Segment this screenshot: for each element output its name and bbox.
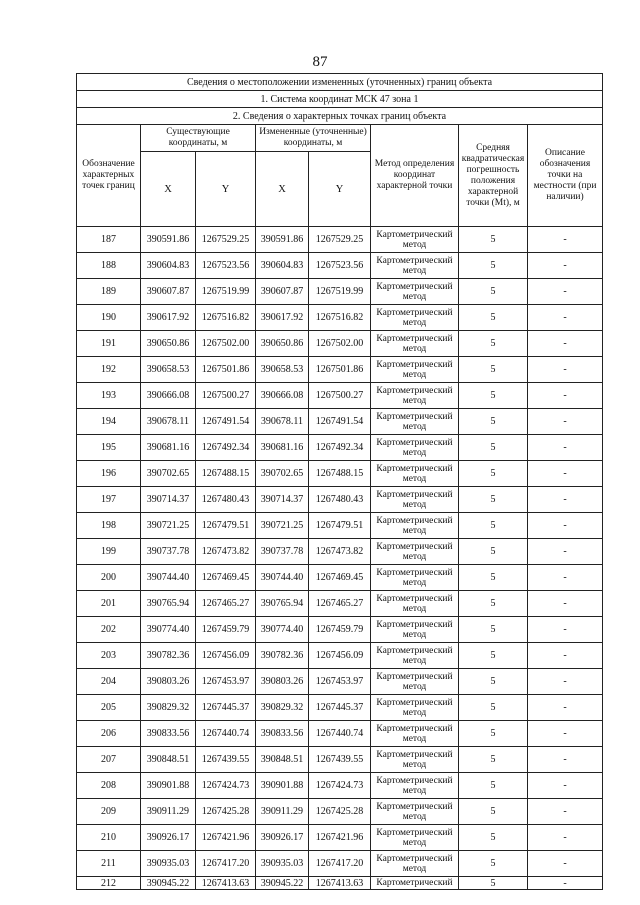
description-cell: - [528, 851, 603, 877]
y-existing-cell: 1267523.56 [196, 253, 256, 279]
x-existing-cell: 390591.86 [141, 227, 196, 253]
y-changed-cell: 1267492.34 [309, 435, 371, 461]
accuracy-cell: 5 [459, 669, 528, 695]
y-changed-cell: 1267445.37 [309, 695, 371, 721]
x-existing-cell: 390617.92 [141, 305, 196, 331]
method-cell: Картометрический метод [371, 773, 459, 799]
description-cell: - [528, 227, 603, 253]
y-existing-cell: 1267465.27 [196, 591, 256, 617]
method-cell: Картометрический метод [371, 513, 459, 539]
accuracy-cell: 5 [459, 357, 528, 383]
x-existing-cell: 390650.86 [141, 331, 196, 357]
point-id-cell: 196 [77, 461, 141, 487]
description-cell: - [528, 773, 603, 799]
method-cell: Картометрический метод [371, 643, 459, 669]
y-existing-cell: 1267425.28 [196, 799, 256, 825]
accuracy-cell: 5 [459, 617, 528, 643]
point-id-cell: 190 [77, 305, 141, 331]
x-existing-cell: 390829.32 [141, 695, 196, 721]
y-changed-cell: 1267453.97 [309, 669, 371, 695]
point-id-cell: 202 [77, 617, 141, 643]
y-changed-cell: 1267469.45 [309, 565, 371, 591]
x-changed-cell: 390650.86 [256, 331, 309, 357]
description-cell: - [528, 383, 603, 409]
x-changed-cell: 390911.29 [256, 799, 309, 825]
point-id-cell: 189 [77, 279, 141, 305]
point-id-cell: 208 [77, 773, 141, 799]
accuracy-cell: 5 [459, 643, 528, 669]
table-row [77, 331, 603, 357]
y-changed-cell: 1267413.63 [309, 877, 371, 890]
description-cell: - [528, 461, 603, 487]
table-row [77, 409, 603, 435]
y-existing-cell: 1267502.00 [196, 331, 256, 357]
y-changed-cell: 1267479.51 [309, 513, 371, 539]
table-body [77, 74, 603, 890]
point-id-cell: 199 [77, 539, 141, 565]
x-existing-cell: 390702.65 [141, 461, 196, 487]
y-existing-cell: 1267413.63 [196, 877, 256, 890]
point-id-cell: 201 [77, 591, 141, 617]
x-changed-cell: 390737.78 [256, 539, 309, 565]
accuracy-cell: 5 [459, 747, 528, 773]
description-cell: - [528, 591, 603, 617]
table-row [77, 851, 603, 877]
table-row [77, 617, 603, 643]
accuracy-cell: 5 [459, 253, 528, 279]
x-existing-cell: 390782.36 [141, 643, 196, 669]
x-changed-cell: 390803.26 [256, 669, 309, 695]
y-changed-cell: 1267519.99 [309, 279, 371, 305]
point-id-cell: 198 [77, 513, 141, 539]
y-existing-cell: 1267491.54 [196, 409, 256, 435]
y-changed-cell: 1267529.25 [309, 227, 371, 253]
x-changed-cell: 390666.08 [256, 383, 309, 409]
accuracy-cell: 5 [459, 877, 528, 890]
accuracy-cell: 5 [459, 851, 528, 877]
point-id-cell: 191 [77, 331, 141, 357]
x-existing-cell: 390604.83 [141, 253, 196, 279]
table-row [77, 383, 603, 409]
point-id-cell: 211 [77, 851, 141, 877]
x-changed-cell: 390774.40 [256, 617, 309, 643]
method-cell: Картометрический метод [371, 305, 459, 331]
point-id-cell: 194 [77, 409, 141, 435]
y-changed-cell: 1267456.09 [309, 643, 371, 669]
x-changed-cell: 390607.87 [256, 279, 309, 305]
accuracy-cell: 5 [459, 825, 528, 851]
description-cell: - [528, 305, 603, 331]
method-cell: Картометрический метод [371, 799, 459, 825]
method-cell: Картометрический метод [371, 565, 459, 591]
header-y-changed: Y [309, 152, 371, 227]
y-changed-cell: 1267465.27 [309, 591, 371, 617]
method-cell: Картометрический метод [371, 721, 459, 747]
x-changed-cell: 390833.56 [256, 721, 309, 747]
x-existing-cell: 390658.53 [141, 357, 196, 383]
x-existing-cell: 390607.87 [141, 279, 196, 305]
description-cell: - [528, 721, 603, 747]
method-cell: Картометрический метод [371, 435, 459, 461]
point-id-cell: 197 [77, 487, 141, 513]
x-existing-cell: 390901.88 [141, 773, 196, 799]
x-existing-cell: 390926.17 [141, 825, 196, 851]
table-row [77, 721, 603, 747]
x-changed-cell: 390591.86 [256, 227, 309, 253]
point-id-cell: 188 [77, 253, 141, 279]
table-row [77, 487, 603, 513]
accuracy-cell: 5 [459, 227, 528, 253]
description-cell: - [528, 253, 603, 279]
point-id-cell: 212 [77, 877, 141, 890]
x-existing-cell: 390765.94 [141, 591, 196, 617]
x-existing-cell: 390911.29 [141, 799, 196, 825]
accuracy-cell: 5 [459, 331, 528, 357]
description-cell: - [528, 279, 603, 305]
description-cell: - [528, 357, 603, 383]
point-id-cell: 195 [77, 435, 141, 461]
description-cell: - [528, 487, 603, 513]
table-title-3: 2. Сведения о характерных точках границ объекта [77, 108, 603, 125]
accuracy-cell: 5 [459, 383, 528, 409]
method-cell: Картометрический метод [371, 825, 459, 851]
method-cell: Картометрический метод [371, 409, 459, 435]
y-existing-cell: 1267488.15 [196, 461, 256, 487]
y-changed-cell: 1267440.74 [309, 721, 371, 747]
y-existing-cell: 1267473.82 [196, 539, 256, 565]
method-cell: Картометрический метод [371, 487, 459, 513]
x-changed-cell: 390681.16 [256, 435, 309, 461]
table-row [77, 669, 603, 695]
y-changed-cell: 1267473.82 [309, 539, 371, 565]
y-changed-cell: 1267500.27 [309, 383, 371, 409]
y-existing-cell: 1267417.20 [196, 851, 256, 877]
y-existing-cell: 1267501.86 [196, 357, 256, 383]
y-existing-cell: 1267439.55 [196, 747, 256, 773]
table-row [77, 513, 603, 539]
table-row [77, 539, 603, 565]
method-cell: Картометрический метод [371, 461, 459, 487]
point-id-cell: 207 [77, 747, 141, 773]
table-row [77, 643, 603, 669]
header-existing: Существующие координаты, м [141, 125, 256, 152]
y-changed-cell: 1267488.15 [309, 461, 371, 487]
method-cell: Картометрический метод [371, 539, 459, 565]
x-changed-cell: 390658.53 [256, 357, 309, 383]
accuracy-cell: 5 [459, 279, 528, 305]
header-y-existing: Y [196, 152, 256, 227]
description-cell: - [528, 669, 603, 695]
y-existing-cell: 1267424.73 [196, 773, 256, 799]
accuracy-cell: 5 [459, 565, 528, 591]
table-row [77, 253, 603, 279]
method-cell: Картометрический метод [371, 851, 459, 877]
y-changed-cell: 1267480.43 [309, 487, 371, 513]
table-row [77, 825, 603, 851]
method-cell: Картометрический метод [371, 357, 459, 383]
description-cell: - [528, 695, 603, 721]
x-changed-cell: 390901.88 [256, 773, 309, 799]
point-id-cell: 187 [77, 227, 141, 253]
y-existing-cell: 1267459.79 [196, 617, 256, 643]
y-existing-cell: 1267440.74 [196, 721, 256, 747]
accuracy-cell: 5 [459, 305, 528, 331]
accuracy-cell: 5 [459, 513, 528, 539]
y-changed-cell: 1267523.56 [309, 253, 371, 279]
description-cell: - [528, 877, 603, 890]
point-id-cell: 203 [77, 643, 141, 669]
y-changed-cell: 1267421.96 [309, 825, 371, 851]
point-id-cell: 204 [77, 669, 141, 695]
table-row [77, 591, 603, 617]
table-row [77, 747, 603, 773]
y-existing-cell: 1267516.82 [196, 305, 256, 331]
table-title-2: 1. Система координат МСК 47 зона 1 [77, 91, 603, 108]
accuracy-cell: 5 [459, 461, 528, 487]
title-row [77, 91, 603, 108]
method-cell: Картометрический [371, 877, 459, 890]
table-row [77, 227, 603, 253]
description-cell: - [528, 409, 603, 435]
method-cell: Картометрический метод [371, 695, 459, 721]
method-cell: Картометрический метод [371, 617, 459, 643]
point-id-cell: 205 [77, 695, 141, 721]
y-changed-cell: 1267417.20 [309, 851, 371, 877]
table-row [77, 799, 603, 825]
x-existing-cell: 390848.51 [141, 747, 196, 773]
y-changed-cell: 1267424.73 [309, 773, 371, 799]
x-existing-cell: 390666.08 [141, 383, 196, 409]
title-row [77, 108, 603, 125]
header-method: Метод определения координат характерной точки [371, 125, 459, 227]
y-existing-cell: 1267445.37 [196, 695, 256, 721]
x-existing-cell: 390681.16 [141, 435, 196, 461]
y-existing-cell: 1267456.09 [196, 643, 256, 669]
table-title-1: Сведения о местоположении измененных (уточненных) границ объекта [77, 74, 603, 91]
accuracy-cell: 5 [459, 487, 528, 513]
header-designation: Обозначение характерных точек границ [77, 125, 141, 227]
x-existing-cell: 390678.11 [141, 409, 196, 435]
x-existing-cell: 390774.40 [141, 617, 196, 643]
method-cell: Картометрический метод [371, 383, 459, 409]
x-changed-cell: 390765.94 [256, 591, 309, 617]
header-accuracy: Средняя квадратическая погрешность положения характерной точки (Mt), м [459, 125, 528, 227]
coordinates-table [76, 73, 603, 890]
accuracy-cell: 5 [459, 409, 528, 435]
y-changed-cell: 1267459.79 [309, 617, 371, 643]
y-existing-cell: 1267480.43 [196, 487, 256, 513]
header-changed: Измененные (уточненные) координаты, м [256, 125, 371, 152]
y-existing-cell: 1267500.27 [196, 383, 256, 409]
y-existing-cell: 1267519.99 [196, 279, 256, 305]
y-existing-cell: 1267469.45 [196, 565, 256, 591]
method-cell: Картометрический метод [371, 591, 459, 617]
title-row [77, 74, 603, 91]
y-changed-cell: 1267516.82 [309, 305, 371, 331]
x-existing-cell: 390737.78 [141, 539, 196, 565]
header-x-changed: X [256, 152, 309, 227]
x-existing-cell: 390945.22 [141, 877, 196, 890]
x-changed-cell: 390945.22 [256, 877, 309, 890]
y-existing-cell: 1267492.34 [196, 435, 256, 461]
description-cell: - [528, 435, 603, 461]
page-number: 87 [312, 54, 328, 70]
accuracy-cell: 5 [459, 721, 528, 747]
table-row [77, 565, 603, 591]
table-row [77, 695, 603, 721]
x-changed-cell: 390702.65 [256, 461, 309, 487]
table-row [77, 357, 603, 383]
x-changed-cell: 390678.11 [256, 409, 309, 435]
y-changed-cell: 1267439.55 [309, 747, 371, 773]
header-row [77, 125, 603, 152]
accuracy-cell: 5 [459, 799, 528, 825]
x-changed-cell: 390935.03 [256, 851, 309, 877]
description-cell: - [528, 799, 603, 825]
x-existing-cell: 390935.03 [141, 851, 196, 877]
x-existing-cell: 390833.56 [141, 721, 196, 747]
x-changed-cell: 390721.25 [256, 513, 309, 539]
x-changed-cell: 390926.17 [256, 825, 309, 851]
table-row [77, 305, 603, 331]
point-id-cell: 210 [77, 825, 141, 851]
x-changed-cell: 390617.92 [256, 305, 309, 331]
x-changed-cell: 390714.37 [256, 487, 309, 513]
method-cell: Картометрический метод [371, 279, 459, 305]
point-id-cell: 209 [77, 799, 141, 825]
y-existing-cell: 1267453.97 [196, 669, 256, 695]
x-changed-cell: 390848.51 [256, 747, 309, 773]
x-changed-cell: 390604.83 [256, 253, 309, 279]
point-id-cell: 192 [77, 357, 141, 383]
y-existing-cell: 1267529.25 [196, 227, 256, 253]
accuracy-cell: 5 [459, 773, 528, 799]
description-cell: - [528, 331, 603, 357]
x-changed-cell: 390829.32 [256, 695, 309, 721]
method-cell: Картометрический метод [371, 669, 459, 695]
accuracy-cell: 5 [459, 591, 528, 617]
y-changed-cell: 1267491.54 [309, 409, 371, 435]
table-row [77, 435, 603, 461]
description-cell: - [528, 513, 603, 539]
table-row [77, 279, 603, 305]
header-x-existing: X [141, 152, 196, 227]
accuracy-cell: 5 [459, 539, 528, 565]
description-cell: - [528, 565, 603, 591]
x-existing-cell: 390744.40 [141, 565, 196, 591]
y-changed-cell: 1267502.00 [309, 331, 371, 357]
point-id-cell: 206 [77, 721, 141, 747]
table-row [77, 877, 603, 890]
method-cell: Картометрический метод [371, 747, 459, 773]
y-changed-cell: 1267425.28 [309, 799, 371, 825]
x-changed-cell: 390782.36 [256, 643, 309, 669]
table-row [77, 773, 603, 799]
x-existing-cell: 390721.25 [141, 513, 196, 539]
description-cell: - [528, 617, 603, 643]
description-cell: - [528, 747, 603, 773]
method-cell: Картометрический метод [371, 253, 459, 279]
y-changed-cell: 1267501.86 [309, 357, 371, 383]
description-cell: - [528, 825, 603, 851]
description-cell: - [528, 539, 603, 565]
y-existing-cell: 1267479.51 [196, 513, 256, 539]
y-existing-cell: 1267421.96 [196, 825, 256, 851]
x-changed-cell: 390744.40 [256, 565, 309, 591]
x-existing-cell: 390714.37 [141, 487, 196, 513]
method-cell: Картометрический метод [371, 227, 459, 253]
accuracy-cell: 5 [459, 695, 528, 721]
point-id-cell: 200 [77, 565, 141, 591]
method-cell: Картометрический метод [371, 331, 459, 357]
x-existing-cell: 390803.26 [141, 669, 196, 695]
accuracy-cell: 5 [459, 435, 528, 461]
header-description: Описание обозначения точки на местности (при наличии) [528, 125, 603, 227]
description-cell: - [528, 643, 603, 669]
table-row [77, 461, 603, 487]
point-id-cell: 193 [77, 383, 141, 409]
